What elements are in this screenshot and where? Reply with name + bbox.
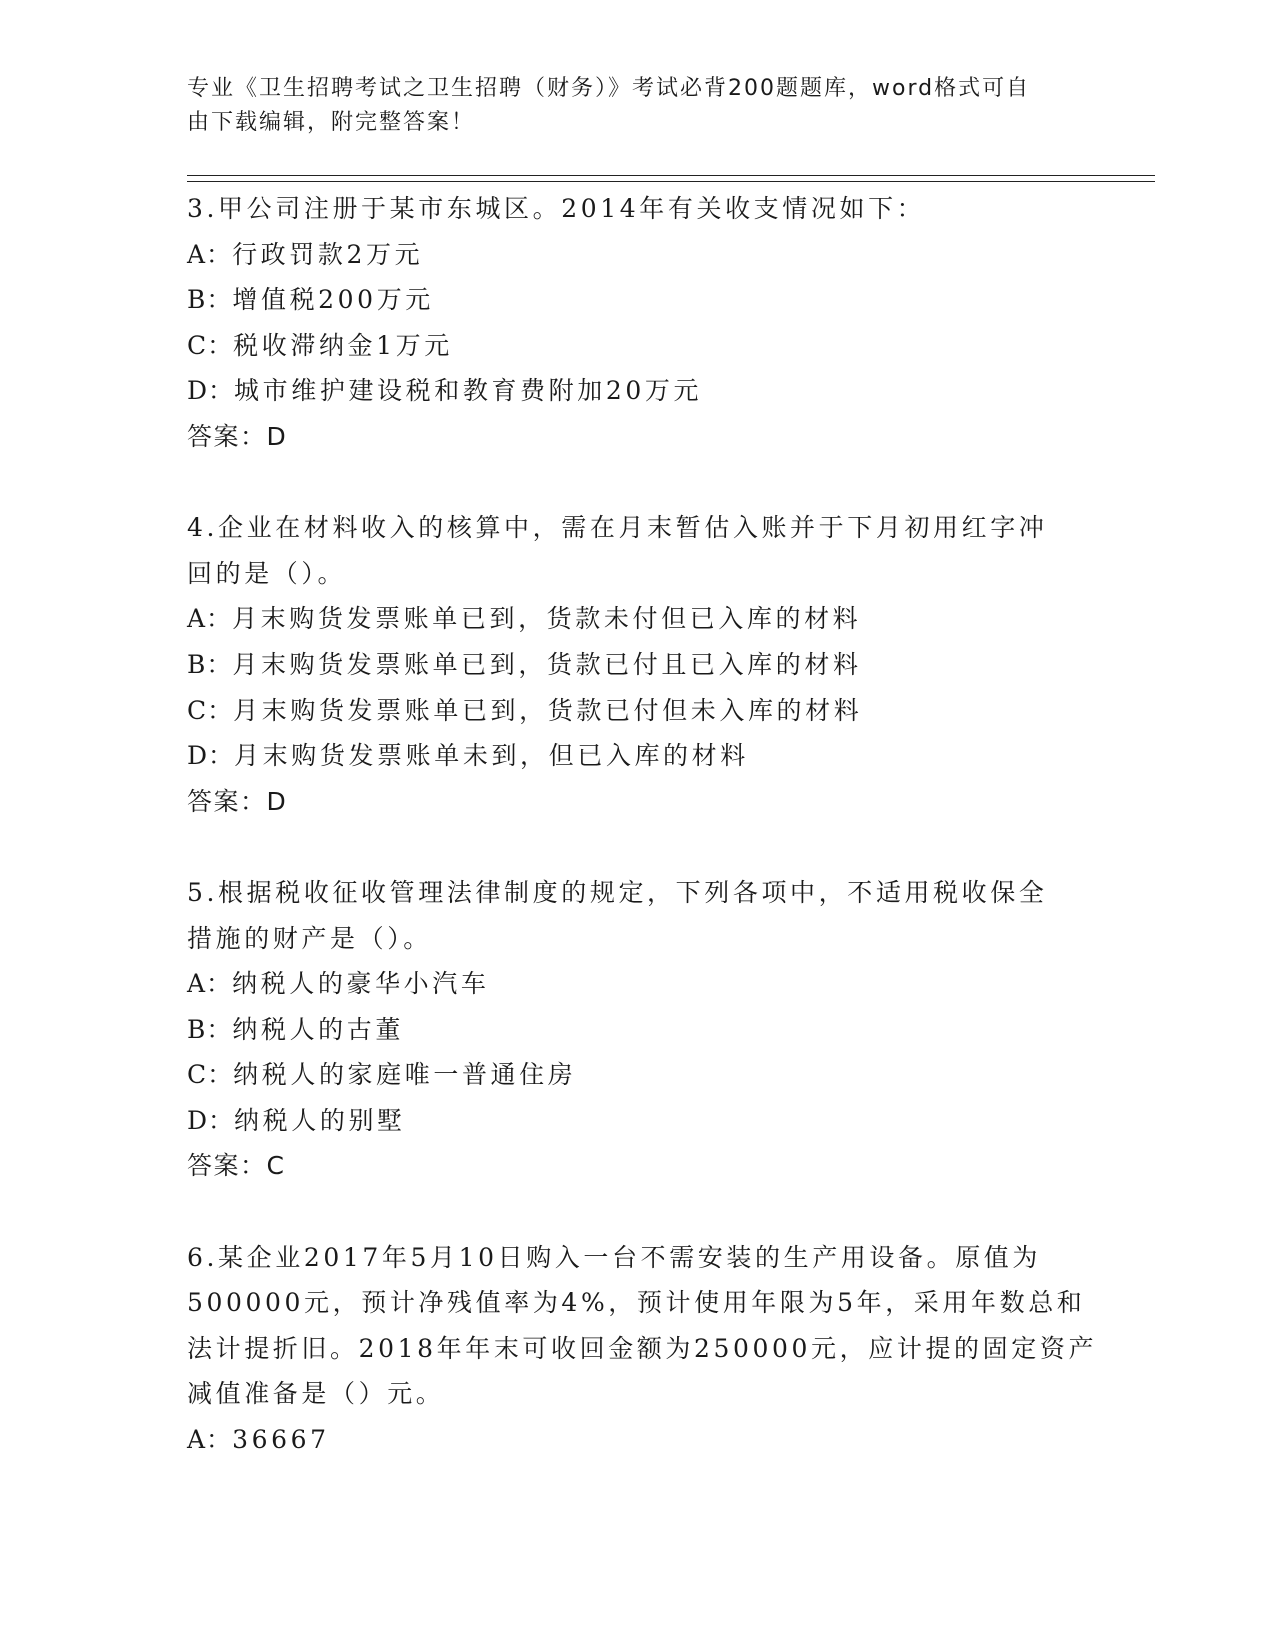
header-divider-top <box>187 175 1155 176</box>
header-divider-bottom <box>187 181 1155 182</box>
option-key: D： <box>187 376 235 406</box>
stem-line: 措施的财产是（）。 <box>187 923 432 953</box>
header-line: 由下载编辑，附完整答案！ <box>187 110 476 135</box>
option-key: A： <box>187 604 233 634</box>
question-stem <box>187 505 1087 596</box>
document-header <box>187 72 1067 140</box>
option-text: 纳税人的古董 <box>232 1014 404 1044</box>
answer-line: 答案：D <box>187 421 288 451</box>
option-key: B： <box>187 649 233 679</box>
option-text: 行政罚款2万元 <box>232 239 424 269</box>
stem-line: 减值准备是（）元。 <box>187 1379 445 1409</box>
option-key: B： <box>187 1014 233 1044</box>
option-a <box>187 1417 1087 1463</box>
question-stem <box>187 186 1087 232</box>
option-text: 纳税人的家庭唯一普通住房 <box>233 1060 577 1090</box>
option-key: A： <box>187 969 233 999</box>
option-key: C： <box>187 330 234 360</box>
option-text: 纳税人的别墅 <box>234 1105 406 1135</box>
stem-line: 3.甲公司注册于某市东城区。2014年有关收支情况如下： <box>187 194 926 223</box>
stem-line: 500000元，预计净残值率为4%，预计使用年限为5年，采用年数总和 <box>187 1288 1086 1318</box>
option-key: D： <box>187 741 235 771</box>
question-4 <box>187 505 1087 824</box>
option-text: 月末购货发票账单未到，但已入库的材料 <box>234 741 749 771</box>
answer-line: 答案：C <box>187 1151 286 1181</box>
option-key: A： <box>187 239 233 269</box>
stem-line: 6.某企业2017年5月10日购入一台不需安装的生产用设备。原值为 <box>187 1242 1041 1272</box>
question-6 <box>187 1235 1098 1463</box>
option-d <box>187 733 1087 779</box>
option-b <box>187 277 1087 323</box>
option-a <box>187 961 1087 1007</box>
option-key: A： <box>187 1425 233 1455</box>
option-c <box>187 1052 1087 1098</box>
option-text: 增值税200万元 <box>232 285 434 315</box>
option-text: 月末购货发票账单已到，货款未付但已入库的材料 <box>232 604 862 634</box>
question-stem <box>187 1235 1098 1417</box>
option-key: C： <box>187 695 234 725</box>
question-3 <box>187 186 1087 460</box>
option-text: 月末购货发票账单已到，货款已付且已入库的材料 <box>232 649 862 679</box>
option-text: 税收滞纳金1万元 <box>233 330 453 360</box>
question-stem <box>187 870 1087 961</box>
option-c <box>187 688 1087 734</box>
option-a <box>187 232 1087 278</box>
stem-line: 法计提折旧。2018年年末可收回金额为250000元，应计提的固定资产 <box>187 1333 1098 1363</box>
option-text: 纳税人的豪华小汽车 <box>232 969 490 999</box>
stem-line: 回的是（）。 <box>187 558 347 588</box>
option-b <box>187 642 1087 688</box>
option-key: D： <box>187 1105 235 1135</box>
option-b <box>187 1007 1087 1053</box>
option-key: B： <box>187 285 233 315</box>
stem-line: 5.根据税收征收管理法律制度的规定，下列各项中，不适用税收保全 <box>187 877 1048 907</box>
option-key: C： <box>187 1060 234 1090</box>
option-text: 36667 <box>232 1425 330 1455</box>
question-5 <box>187 870 1087 1189</box>
stem-line: 4.企业在材料收入的核算中，需在月末暂估入账并于下月初用红字冲 <box>187 513 1048 543</box>
header-line: 专业《卫生招聘考试之卫生招聘（财务）》考试必背200题题库，word格式可自 <box>187 76 1031 101</box>
option-a <box>187 596 1087 642</box>
answer-line: 答案：D <box>187 786 288 816</box>
question-list <box>187 186 1098 1508</box>
option-d <box>187 1098 1087 1144</box>
option-d <box>187 368 1087 414</box>
option-text: 城市维护建设税和教育费附加20万元 <box>234 376 703 406</box>
option-c <box>187 323 1087 369</box>
option-text: 月末购货发票账单已到，货款已付但未入库的材料 <box>233 695 863 725</box>
